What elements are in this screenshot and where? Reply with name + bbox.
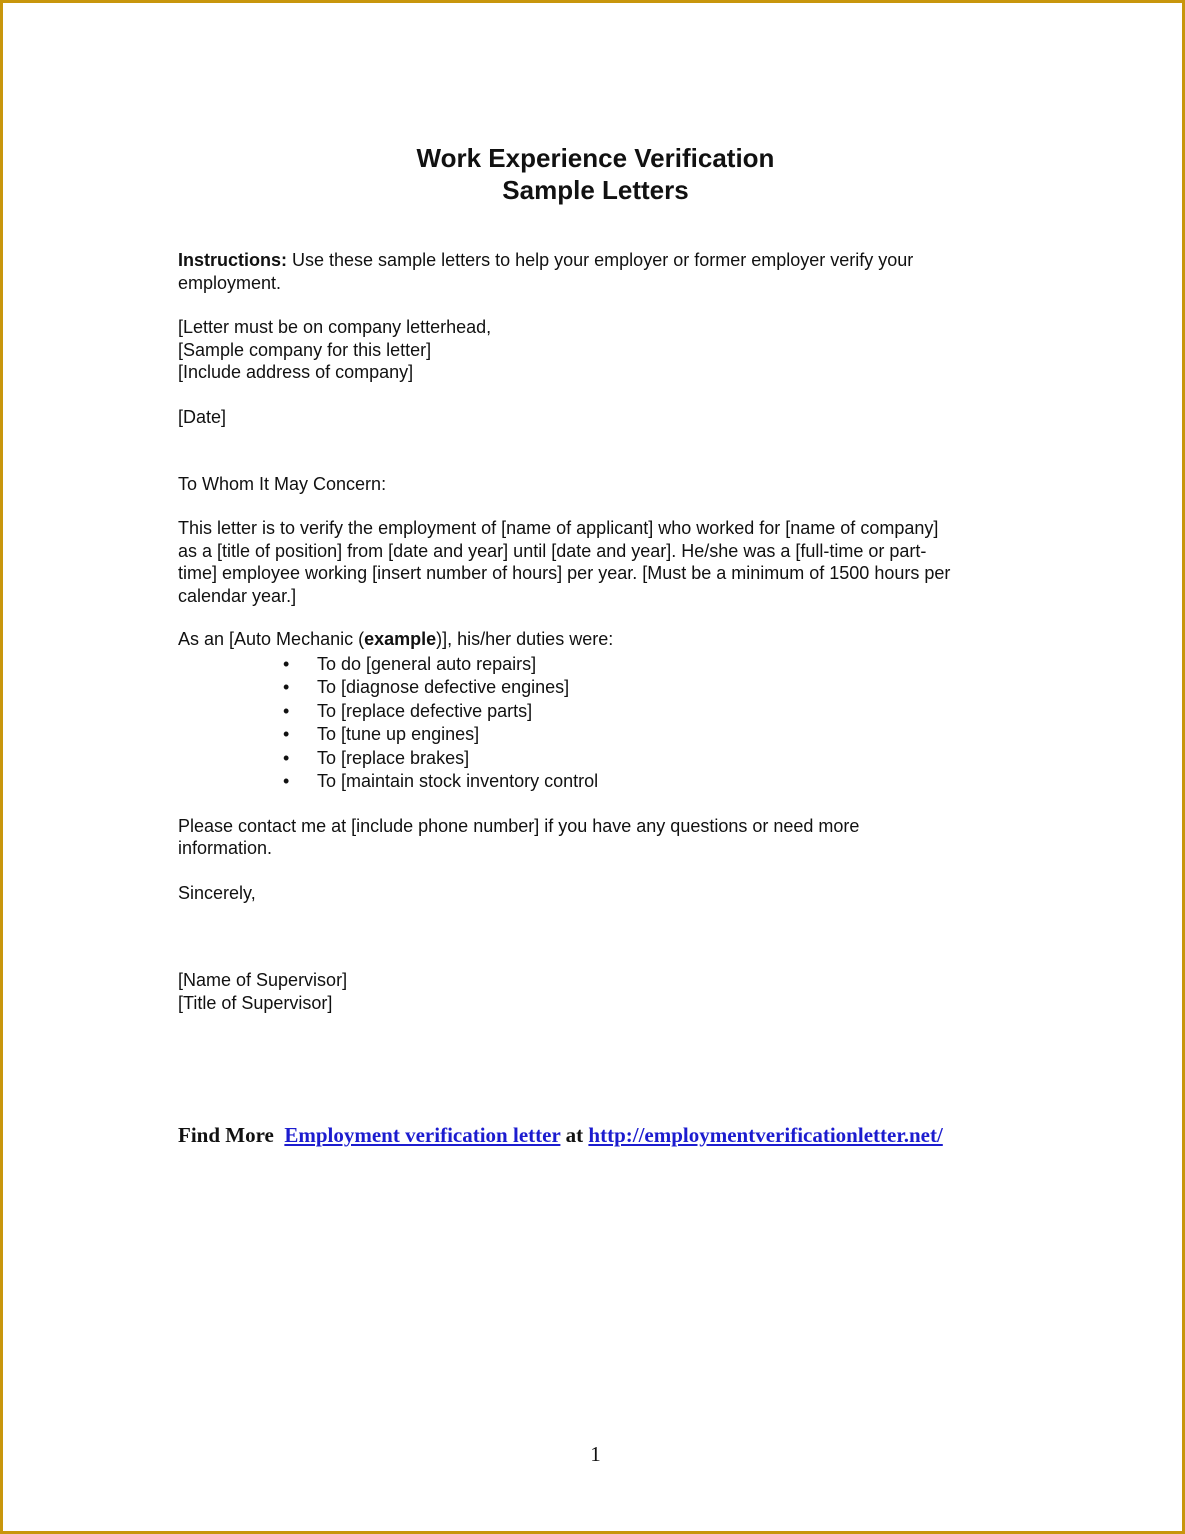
instructions-label: Instructions:	[178, 250, 288, 270]
letterhead-line: [Sample company for this letter]	[178, 340, 432, 360]
website-link[interactable]: http://employmentverificationletter.net/	[588, 1123, 943, 1147]
list-item: To [replace brakes]	[317, 748, 470, 768]
bullet-icon: •	[283, 724, 290, 744]
contact-line: Please contact me at [include phone number] if you have any questions or need more	[178, 816, 860, 836]
closing: Sincerely,	[178, 883, 256, 903]
duties-intro-text: As an [Auto Mechanic (	[178, 629, 365, 649]
body-line: This letter is to verify the employment of [name of applicant] who worked for [name of company]	[178, 518, 939, 538]
bullet-icon: •	[283, 677, 290, 697]
page-number: 1	[590, 1442, 601, 1466]
contact-line: information.	[178, 838, 273, 858]
bullet-icon: •	[283, 701, 290, 721]
duties-intro-example: example	[364, 629, 437, 649]
document-title: Work Experience Verification	[416, 143, 775, 173]
duties-intro	[178, 628, 613, 650]
list-item: To [maintain stock inventory control	[317, 771, 599, 791]
list-item: To [replace defective parts]	[317, 701, 533, 721]
document-subtitle: Sample Letters	[502, 175, 689, 205]
instructions-paragraph	[178, 249, 913, 271]
list-item: To [diagnose defective engines]	[317, 677, 570, 697]
bullet-icon: •	[283, 654, 290, 674]
bullet-icon: •	[283, 748, 290, 768]
body-line: time] employee working [insert number of hours] per year. [Must be a minimum of 1500 hours per	[178, 563, 951, 583]
supervisor-title: [Title of Supervisor]	[178, 993, 333, 1013]
list-item: To [tune up engines]	[317, 724, 480, 744]
supervisor-name: [Name of Supervisor]	[178, 970, 348, 990]
instructions-text-cont: employment.	[178, 273, 282, 293]
body-line: calendar year.]	[178, 586, 297, 606]
salutation: To Whom It May Concern:	[178, 474, 387, 494]
footer-prefix: Find More	[178, 1123, 285, 1147]
bullet-icon: •	[283, 771, 290, 791]
list-item: To do [general auto repairs]	[317, 654, 537, 674]
instructions-text: Use these sample letters to help your employer or former employer verify your	[287, 250, 914, 270]
duties-intro-text-end: )], his/her duties were:	[436, 629, 614, 649]
letterhead-line: [Letter must be on company letterhead,	[178, 317, 492, 337]
body-line: as a [title of position] from [date and year] until [date and year]. He/she was a [full-time or part-	[178, 541, 927, 561]
employment-verification-link[interactable]: Employment verification letter	[284, 1123, 561, 1147]
letterhead-line: [Include address of company]	[178, 362, 414, 382]
letter-date: [Date]	[178, 407, 227, 427]
footer-middle: at	[560, 1123, 589, 1147]
footer-line	[178, 1122, 943, 1148]
